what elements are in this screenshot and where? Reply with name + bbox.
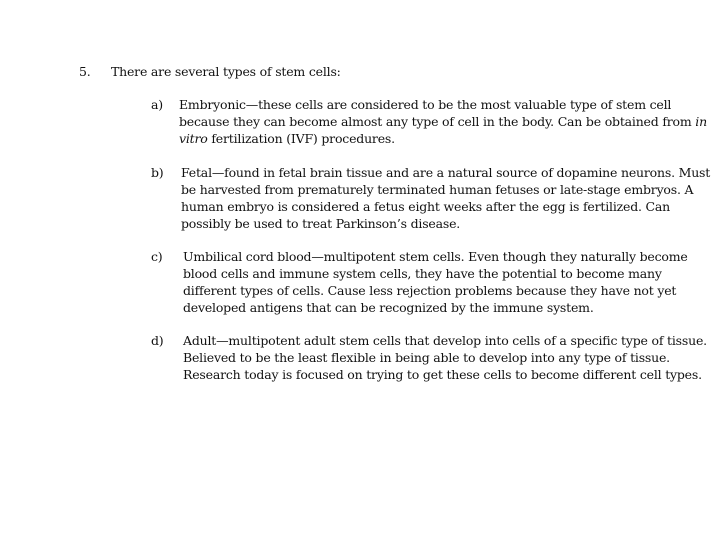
item-letter: b)	[151, 165, 164, 180]
item-letter: c)	[151, 249, 163, 264]
item-line: Believed to be the least flexible in being able to develop into any type of tissue.	[183, 350, 670, 365]
item-line: human embryo is considered a fetus eight weeks after the egg is fertilized. Can	[181, 199, 671, 214]
item-letter: a)	[151, 97, 163, 112]
item-letter: d)	[151, 333, 164, 348]
italic-text: vitro	[179, 131, 208, 146]
item-text	[181, 164, 720, 232]
item-line: blood cells and immune system cells, they have the potential to become many	[183, 266, 662, 281]
item-line-text: fertilization (IVF) procedures.	[211, 131, 395, 146]
item-line: possibly be used to treat Parkinson’s disease.	[181, 216, 461, 231]
item-line	[179, 130, 719, 147]
item-line: Adult—multipotent adult stem cells that develop into cells of a specific type of tissue.	[183, 333, 707, 348]
question-intro: There are several types of stem cells:	[111, 64, 341, 79]
item-line: Research today is focused on trying to get these cells to become different cell types.	[183, 367, 702, 382]
item-text	[179, 96, 719, 147]
item-line: developed antigens that can be recognized by the immune system.	[183, 300, 594, 315]
italic-text: in	[695, 114, 707, 129]
item-line-text: because they can become almost any type of cell in the body. Can be obtained from	[179, 114, 692, 129]
item-text	[183, 332, 720, 383]
item-line: Embryonic—these cells are considered to be the most valuable type of stem cell	[179, 97, 672, 112]
item-line: Umbilical cord blood—multipotent stem cells. Even though they naturally become	[183, 249, 688, 264]
item-line: be harvested from prematurely terminated human fetuses or late-stage embryos. A	[181, 182, 694, 197]
item-text	[183, 248, 720, 316]
item-line: Fetal—found in fetal brain tissue and are a natural source of dopamine neurons. Must	[181, 165, 711, 180]
item-line	[179, 113, 719, 130]
question-number: 5.	[79, 64, 91, 79]
item-line: different types of cells. Cause less rejection problems because they have not yet	[183, 283, 677, 298]
